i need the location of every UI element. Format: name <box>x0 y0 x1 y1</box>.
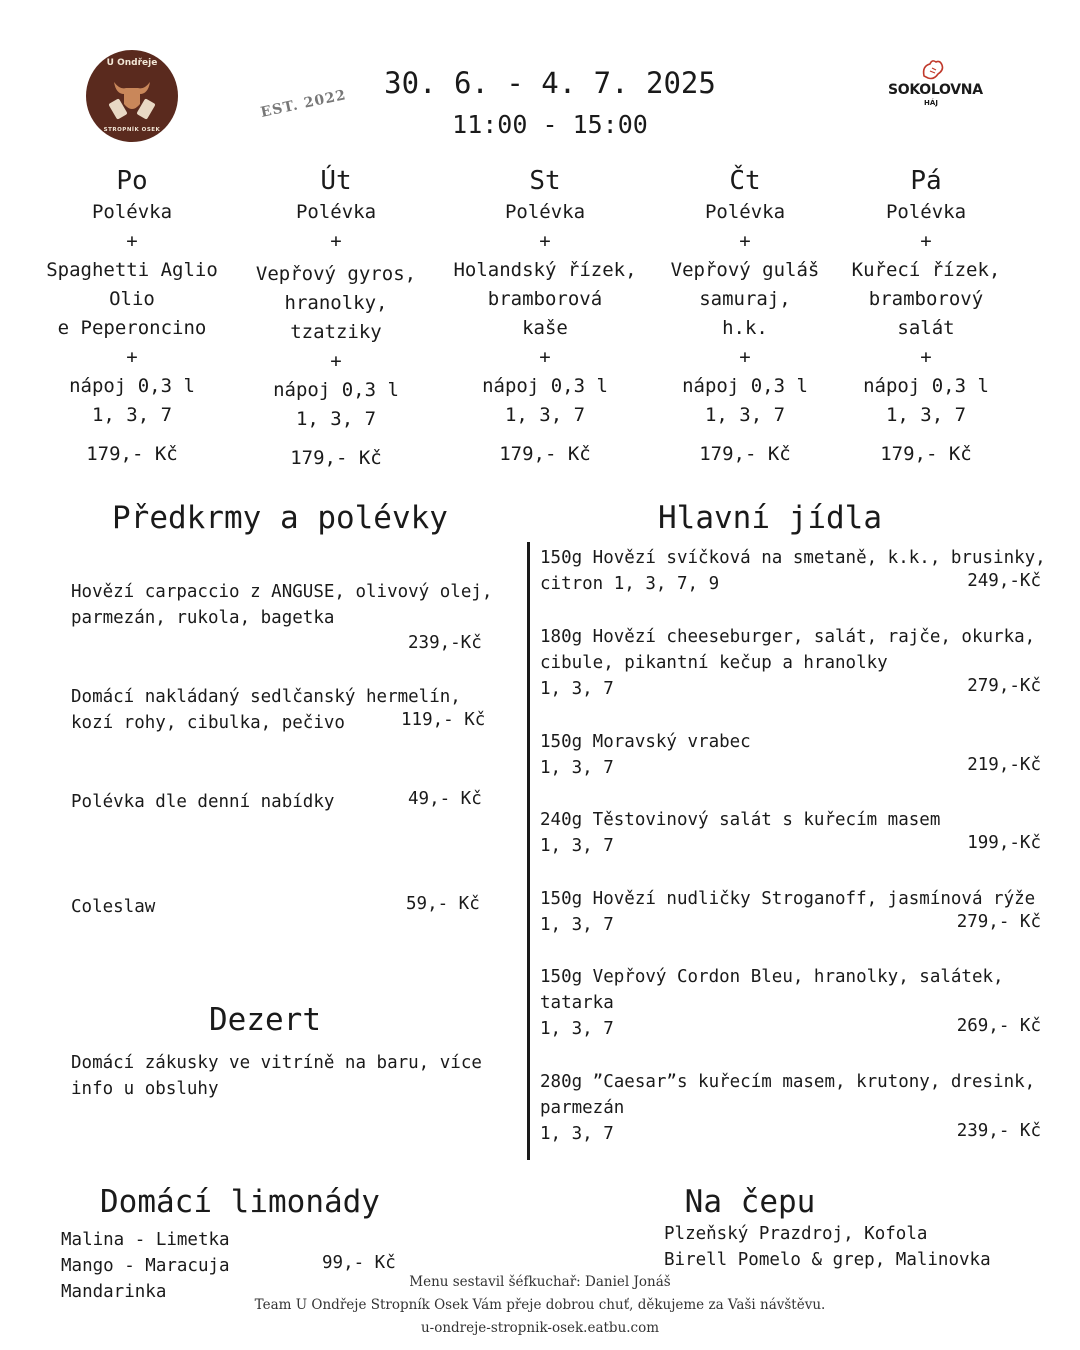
dish-line: hranolky, <box>284 292 388 314</box>
item-line: 1, 3, 7 <box>540 679 614 699</box>
logo-wordmark: SOKOLOVNA <box>888 82 983 98</box>
tap-list <box>664 1221 991 1273</box>
lemonade-price: 99,- Kč <box>322 1253 396 1273</box>
plus-sign: + <box>330 350 342 372</box>
plus-sign: + <box>126 230 138 252</box>
day-price: 179,- Kč <box>699 443 791 465</box>
lemonade-list <box>61 1227 230 1305</box>
item-line: parmezán, rukola, bagetka <box>71 608 335 628</box>
day-drink: nápoj 0,3 l <box>682 375 808 397</box>
dish-line: bramborový <box>868 288 984 310</box>
starter-item <box>71 894 155 920</box>
dessert-text <box>71 1050 482 1102</box>
item-line: citron 1, 3, 7, 9 <box>540 574 720 594</box>
item-line: 1, 3, 7 <box>540 758 614 778</box>
main-price: 269,- Kč <box>956 1016 1041 1036</box>
plus-sign: + <box>126 346 138 368</box>
main-price: 279,-Kč <box>967 676 1041 696</box>
section-divider <box>527 542 530 1160</box>
dish-line: Kuřecí řízek, <box>851 259 1001 281</box>
item-line: Coleslaw <box>71 897 156 917</box>
day-allergens: 1, 3, 7 <box>885 404 967 426</box>
item-line: 150g Vepřový Cordon Bleu, hranolky, salátek, <box>540 967 1004 987</box>
tap-title: Na čepu <box>684 1184 816 1220</box>
item-line: 150g Moravský vrabec <box>540 732 751 752</box>
day-soup: Polévka <box>704 201 786 223</box>
dish-line: kaše <box>522 317 568 339</box>
plus-sign: + <box>920 230 932 252</box>
plus-sign: + <box>539 346 551 368</box>
starter-item <box>71 579 492 631</box>
day-drink: nápoj 0,3 l <box>863 375 989 397</box>
dish-line: bramborová <box>487 288 603 310</box>
item-line: 1, 3, 7 <box>540 1124 614 1144</box>
item-line: cibule, pikantní kečup a hranolky <box>540 653 888 673</box>
plus-sign: + <box>739 230 751 252</box>
plus-sign: + <box>539 230 551 252</box>
main-item <box>540 807 940 859</box>
item-line: Hovězí carpaccio z ANGUSE, olivový olej, <box>71 582 493 602</box>
dish-line: e Peperoncino <box>57 317 207 339</box>
day-column-wednesday <box>440 164 650 469</box>
restaurant-logo <box>86 50 178 142</box>
dish-line: Spaghetti Aglio <box>46 259 218 281</box>
day-allergens: 1, 3, 7 <box>91 404 173 426</box>
item-line: 1, 3, 7 <box>540 836 614 856</box>
dish-line: samuraj, <box>699 288 791 310</box>
main-item <box>540 729 751 781</box>
day-column-thursday <box>640 164 850 469</box>
plus-sign: + <box>330 230 342 252</box>
dish-line: tzatziky <box>290 321 382 343</box>
tap-drink: Plzeňský Prazdroj, Kofola <box>664 1224 928 1244</box>
day-soup: Polévka <box>504 201 586 223</box>
established-stamp: EST. 2022 <box>259 87 348 121</box>
lemonades-title: Domácí limonády <box>100 1184 380 1220</box>
main-price: 239,- Kč <box>956 1121 1041 1141</box>
item-line: 150g Hovězí nudličky Stroganoff, jasmínová rýže <box>540 889 1036 909</box>
item-line: info u obsluhy <box>71 1079 219 1099</box>
starter-price: 59,- Kč <box>406 894 480 914</box>
plus-sign: + <box>739 346 751 368</box>
item-line: 180g Hovězí cheeseburger, salát, rajče, okurka, <box>540 627 1036 647</box>
day-price: 179,- Kč <box>290 447 382 469</box>
dish-line: h.k. <box>722 317 768 339</box>
main-price: 219,-Kč <box>967 755 1041 775</box>
starter-price: 49,- Kč <box>408 789 482 809</box>
day-price: 179,- Kč <box>880 443 972 465</box>
lemonade-flavor: Mango - Maracuja <box>61 1256 230 1276</box>
day-drink: nápoj 0,3 l <box>69 375 195 397</box>
footer-url[interactable]: u-ondreje-stropnik-osek.eatbu.com <box>420 1320 660 1336</box>
item-line: 1, 3, 7 <box>540 915 614 935</box>
sokolovna-logo <box>884 58 983 118</box>
day-name: Po <box>116 166 148 196</box>
tap-drink: Birell Pomelo & grep, Malinovka <box>664 1250 991 1270</box>
dessert-title: Dezert <box>209 1002 321 1038</box>
starter-price: 119,- Kč <box>401 710 486 730</box>
day-allergens: 1, 3, 7 <box>295 408 377 430</box>
dish-line: Holandský řízek, <box>453 259 637 281</box>
bull-cleaver-icon <box>106 70 158 122</box>
main-item <box>540 964 1004 1042</box>
item-line: 1, 3, 7 <box>540 1019 614 1039</box>
item-line: kozí rohy, cibulka, pečivo <box>71 713 345 733</box>
item-line: 240g Těstovinový salát s kuřecím masem <box>540 810 941 830</box>
mains-title: Hlavní jídla <box>658 500 882 536</box>
day-price: 179,- Kč <box>86 443 178 465</box>
day-column-friday <box>821 164 1031 469</box>
starters-title: Předkrmy a polévky <box>112 500 448 536</box>
lemonade-flavor: Mandarinka <box>61 1282 167 1302</box>
item-line: Domácí nakládaný sedlčanský hermelín, <box>71 687 461 707</box>
day-name: Út <box>320 166 352 196</box>
day-soup: Polévka <box>91 201 173 223</box>
logo-name: U Ondřeje <box>106 58 158 68</box>
main-price: 249,-Kč <box>967 571 1041 591</box>
item-line: 280g ”Caesar”s kuřecím masem, krutony, dresink, <box>540 1072 1036 1092</box>
day-drink: nápoj 0,3 l <box>482 375 608 397</box>
footer-thanks: Team U Ondřeje Stropník Osek Vám přeje dobrou chuť, děkujeme za Vaši návštěvu. <box>254 1297 826 1313</box>
day-name: Pá <box>910 166 942 196</box>
day-name: Čt <box>729 166 761 196</box>
dish-line: Olio <box>109 288 155 310</box>
logo-location: HÁJ <box>924 99 938 107</box>
serving-hours: 11:00 - 15:00 <box>452 110 648 139</box>
main-item <box>540 624 1035 702</box>
day-soup: Polévka <box>885 201 967 223</box>
item-line: Polévka dle denní nabídky <box>71 792 335 812</box>
starter-item <box>71 789 334 815</box>
footer-chef: Menu sestavil šéfkuchař: Daniel Jonáš <box>409 1274 671 1290</box>
logo-subtitle: STROPNÍK OSEK <box>103 127 161 133</box>
dish-line: salát <box>897 317 955 339</box>
lemonade-flavor: Malina - Limetka <box>61 1230 230 1250</box>
item-line: parmezán <box>540 1098 625 1118</box>
item-line: tatarka <box>540 993 614 1013</box>
day-drink: nápoj 0,3 l <box>273 379 399 401</box>
item-line: 150g Hovězí svíčková na smetaně, k.k., brusinky, <box>540 548 1046 568</box>
day-allergens: 1, 3, 7 <box>504 404 586 426</box>
week-dates: 30. 6. - 4. 7. 2025 <box>384 66 716 100</box>
day-soup: Polévka <box>295 201 377 223</box>
day-column-monday <box>27 164 237 469</box>
main-price: 279,- Kč <box>956 912 1041 932</box>
starter-price: 239,-Kč <box>408 633 482 653</box>
day-allergens: 1, 3, 7 <box>704 404 786 426</box>
dish-line: Vepřový gyros, <box>255 263 417 285</box>
day-column-tuesday <box>231 164 441 473</box>
dish-line: Vepřový guláš <box>670 259 820 281</box>
item-line: Domácí zákusky ve vitríně na baru, více <box>71 1053 482 1073</box>
day-name: St <box>529 166 561 196</box>
rooster-icon <box>920 58 946 82</box>
plus-sign: + <box>920 346 932 368</box>
main-price: 199,-Kč <box>967 833 1041 853</box>
day-price: 179,- Kč <box>499 443 591 465</box>
